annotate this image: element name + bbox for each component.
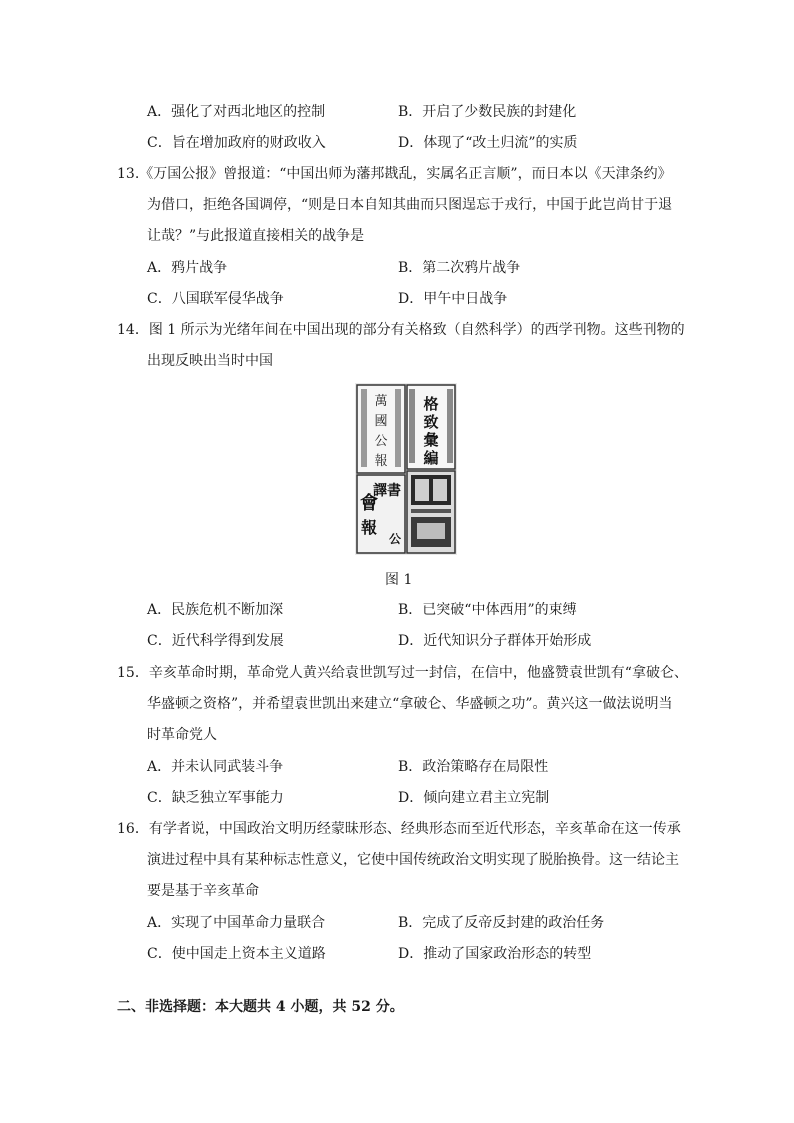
q16-stem-line2: 演进过程中具有某种标志性意义，它使中国传统政治文明实现了脱胎换骨。这一结论主 (147, 852, 679, 868)
fig-char-10: 譯書 (373, 483, 401, 499)
q15-stem-line2: 华盛顿之资格”，并希望袁世凯出来建立“拿破仑、华盛顿之功”。黄兴这一做法说明当 (147, 696, 673, 712)
fig-char-4: 報 (374, 454, 388, 469)
q15-stem-line3: 时革命党人 (147, 727, 217, 743)
q12-option-b[interactable]: B．开启了少数民族的封建化 (398, 104, 577, 120)
q13-option-d[interactable]: D．甲午中日战争 (398, 291, 508, 307)
q15-option-c[interactable]: C．缺乏独立军事能力 (147, 790, 284, 806)
q13-option-c[interactable]: C．八国联军侵华战争 (147, 291, 284, 307)
fig-char-1: 萬 (374, 394, 388, 409)
q13-option-a[interactable]: A．鸦片战争 (147, 260, 228, 276)
q13-stem-line3: 让哉？”与此报道直接相关的战争是 (147, 228, 365, 244)
fig-char-12: 公 (388, 532, 402, 546)
fig-char-9: 會 (360, 493, 378, 514)
q16-option-d[interactable]: D．推动了国家政治形态的转型 (398, 946, 592, 962)
q15-option-d[interactable]: D．倾向建立君主立宪制 (398, 790, 550, 806)
q16-option-b[interactable]: B．完成了反帝反封建的政治任务 (398, 915, 605, 931)
q15-option-a[interactable]: A．并未认同武装斗争 (147, 759, 284, 775)
q15-option-b[interactable]: B．政治策略存在局限性 (398, 759, 549, 775)
fig-char-3: 公 (374, 434, 388, 449)
fig-char-7: 彙 (423, 431, 439, 449)
q13-option-b[interactable]: B．第二次鸦片战争 (398, 260, 521, 276)
section-2-title: 二、非选择题：本大题共 4 小题，共 52 分。 (117, 999, 404, 1015)
q14-option-b[interactable]: B．已突破“中体西用”的束缚 (398, 602, 577, 618)
q13-stem-line1: 13.《万国公报》曾报道：“中国出师为藩邦戡乱，实属名正言顺”，而日本以《天津条约》 (117, 166, 672, 182)
figure-caption: 图 1 (385, 572, 413, 588)
q14-option-c[interactable]: C．近代科学得到发展 (147, 633, 284, 649)
q12-option-c[interactable]: C．旨在增加政府的财政收入 (147, 135, 326, 151)
fig-char-6: 致 (423, 413, 439, 431)
fig-char-11: 報 (360, 518, 378, 537)
q14-option-a[interactable]: A．民族危机不断加深 (147, 602, 284, 618)
q14-stem-line1: 14．图 1 所示为光绪年间在中国出现的部分有关格致（自然科学）的西学刊物。这些刊物的 (117, 322, 685, 338)
q16-option-c[interactable]: C．使中国走上资本主义道路 (147, 946, 326, 962)
q16-option-a[interactable]: A．实现了中国革命力量联合 (147, 915, 326, 931)
q14-option-d[interactable]: D．近代知识分子群体开始形成 (398, 633, 592, 649)
q12-option-a[interactable]: A．强化了对西北地区的控制 (147, 104, 326, 120)
q16-stem-line3: 要是基于辛亥革命 (147, 883, 259, 899)
fig-char-5: 格 (423, 395, 439, 413)
q16-stem-line1: 16．有学者说，中国政治文明历经蒙昧形态、经典形态而至近代形态，辛亥革命在这一传承 (117, 821, 681, 837)
q13-stem-line2: 为借口，拒绝各国调停，“则是日本自知其曲而只图逞忘于戎行，中国于此岂尚甘于退 (147, 197, 673, 213)
q15-stem-line1: 15．辛亥革命时期，革命党人黄兴给袁世凯写过一封信，在信中，他盛赞袁世凯有“拿破仑、 (117, 665, 688, 681)
fig-char-2: 國 (374, 414, 388, 429)
periodicals-figure (355, 383, 457, 555)
fig-char-8: 編 (423, 449, 439, 467)
q12-option-d[interactable]: D．体现了“改土归流”的实质 (398, 135, 578, 151)
q14-stem-line2: 出现反映出当时中国 (147, 353, 273, 369)
